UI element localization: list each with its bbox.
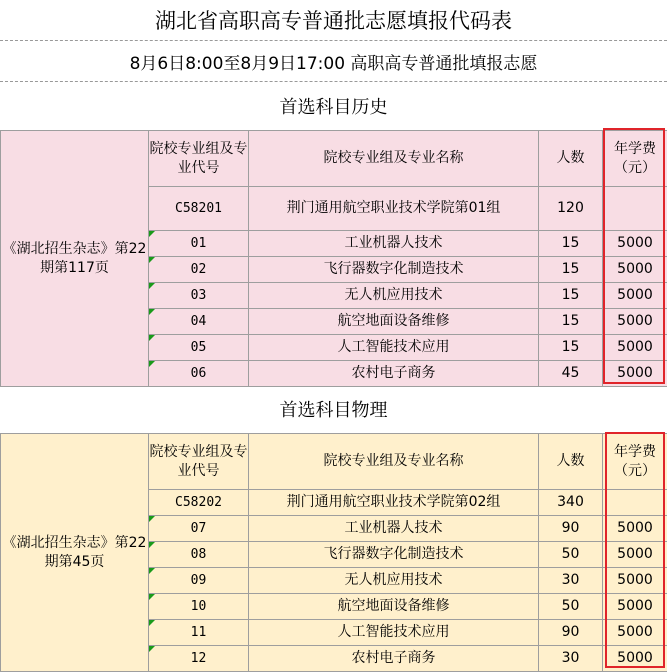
header-code: 院校专业组及专业代号	[149, 434, 249, 490]
group-fee	[603, 187, 667, 231]
header-code: 院校专业组及专业代号	[149, 131, 249, 187]
major-name: 飞行器数字化制造技术	[249, 542, 539, 568]
major-code: 03	[149, 283, 249, 309]
header-count: 人数	[539, 131, 603, 187]
major-count: 50	[539, 594, 603, 620]
group-name: 荆门通用航空职业技术学院第01组	[249, 187, 539, 231]
major-fee: 5000	[603, 335, 667, 361]
major-count: 90	[539, 516, 603, 542]
enrollment-period: 8月6日8:00至8月9日17:00 高职高专普通批填报志愿	[0, 41, 667, 82]
major-name: 人工智能技术应用	[249, 335, 539, 361]
header-name: 院校专业组及专业名称	[249, 434, 539, 490]
header-fee: 年学费（元）	[603, 434, 667, 490]
major-name: 无人机应用技术	[249, 568, 539, 594]
major-name: 航空地面设备维修	[249, 309, 539, 335]
major-count: 45	[539, 361, 603, 387]
major-code: 02	[149, 257, 249, 283]
major-code: 01	[149, 231, 249, 257]
major-code: 06	[149, 361, 249, 387]
major-fee: 5000	[603, 361, 667, 387]
major-fee: 5000	[603, 516, 667, 542]
major-count: 30	[539, 568, 603, 594]
group-name: 荆门通用航空职业技术学院第02组	[249, 490, 539, 516]
major-code: 05	[149, 335, 249, 361]
major-fee: 5000	[603, 309, 667, 335]
major-count: 15	[539, 335, 603, 361]
major-fee: 5000	[603, 646, 667, 672]
major-name: 无人机应用技术	[249, 283, 539, 309]
major-code: 07	[149, 516, 249, 542]
group-fee	[603, 490, 667, 516]
major-fee: 5000	[603, 568, 667, 594]
major-name: 航空地面设备维修	[249, 594, 539, 620]
section-heading-history: 首选科目历史	[0, 83, 667, 129]
major-code: 08	[149, 542, 249, 568]
group-count: 340	[539, 490, 603, 516]
major-count: 15	[539, 257, 603, 283]
major-name: 人工智能技术应用	[249, 620, 539, 646]
major-fee: 5000	[603, 283, 667, 309]
major-code: 12	[149, 646, 249, 672]
document-title: 湖北省高职高专普通批志愿填报代码表	[0, 0, 667, 41]
major-code: 11	[149, 620, 249, 646]
physics-code-table	[0, 433, 667, 672]
group-code: C58202	[149, 490, 249, 516]
header-count: 人数	[539, 434, 603, 490]
major-fee: 5000	[603, 231, 667, 257]
major-fee: 5000	[603, 594, 667, 620]
major-code: 10	[149, 594, 249, 620]
major-count: 30	[539, 646, 603, 672]
history-code-table	[0, 130, 667, 387]
major-fee: 5000	[603, 257, 667, 283]
header-fee: 年学费（元）	[603, 131, 667, 187]
major-name: 农村电子商务	[249, 646, 539, 672]
major-count: 90	[539, 620, 603, 646]
magazine-source: 《湖北招生杂志》第22期第45页	[1, 434, 149, 672]
major-code: 09	[149, 568, 249, 594]
major-count: 50	[539, 542, 603, 568]
major-fee: 5000	[603, 620, 667, 646]
major-fee: 5000	[603, 542, 667, 568]
major-name: 工业机器人技术	[249, 516, 539, 542]
section-heading-physics: 首选科目物理	[0, 386, 667, 432]
table-header-row	[1, 131, 667, 187]
group-code: C58201	[149, 187, 249, 231]
table-header-row	[1, 434, 667, 490]
major-count: 15	[539, 309, 603, 335]
major-name: 农村电子商务	[249, 361, 539, 387]
major-count: 15	[539, 283, 603, 309]
major-name: 工业机器人技术	[249, 231, 539, 257]
major-code: 04	[149, 309, 249, 335]
header-name: 院校专业组及专业名称	[249, 131, 539, 187]
magazine-source: 《湖北招生杂志》第22期第117页	[1, 131, 149, 387]
major-name: 飞行器数字化制造技术	[249, 257, 539, 283]
major-count: 15	[539, 231, 603, 257]
group-count: 120	[539, 187, 603, 231]
